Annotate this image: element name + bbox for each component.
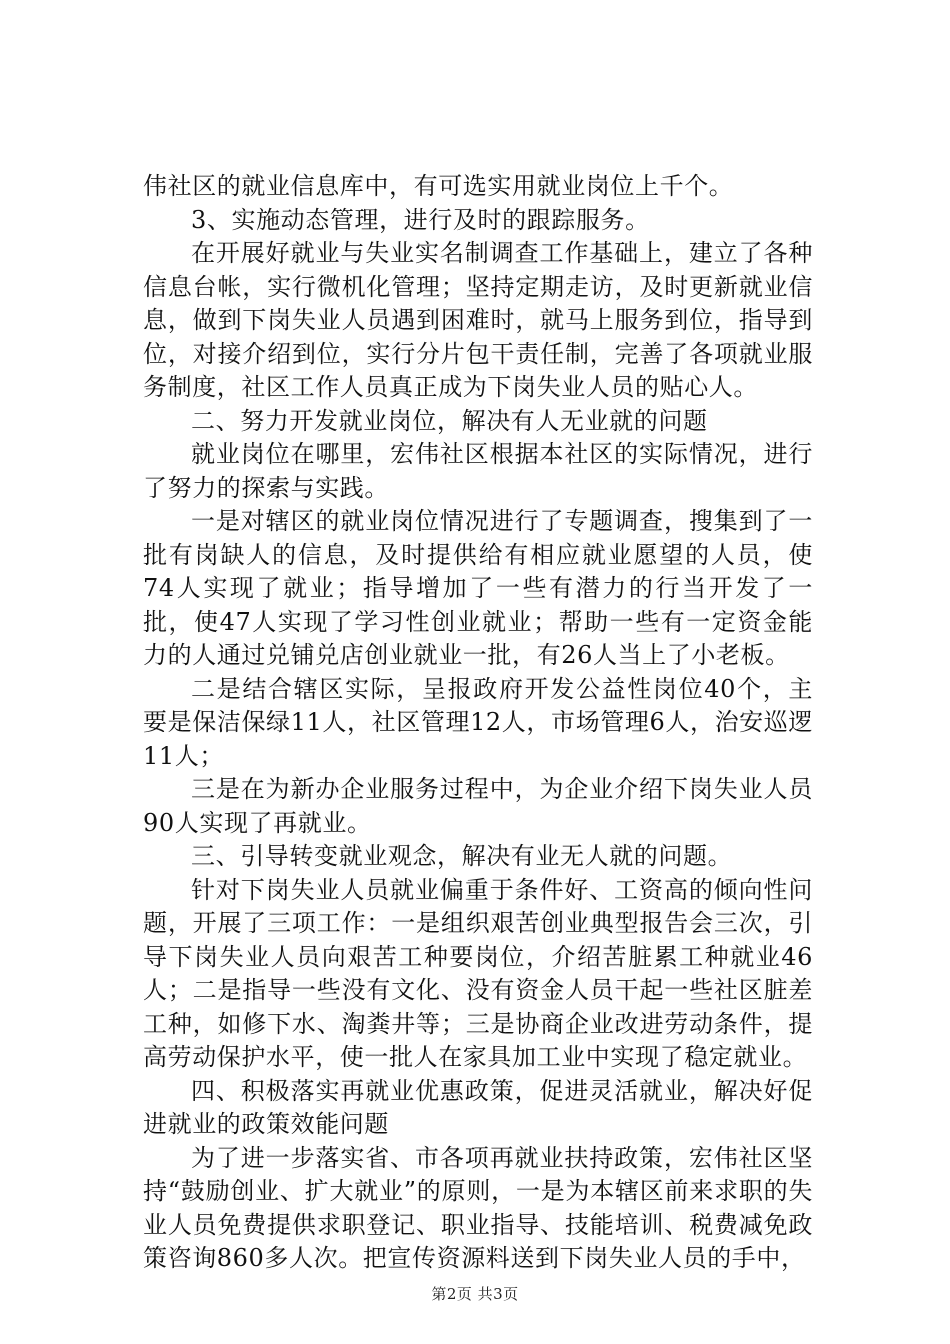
page-footer: 第2页 共3页 bbox=[431, 1285, 519, 1303]
paragraph: 在开展好就业与失业实名制调查工作基础上，建立了各种信息台帐，实行微机化管理；坚持定期走访，及时更新就业信息，做到下岗失业人员遇到困难时，就马上服务到位，指导到位，对接介绍到位，实行分片包干责任制，完善了各项就业服务制度，社区工作人员真正成为下岗失业人员的贴心人。 bbox=[143, 239, 813, 401]
section-heading: 二、努力开发就业岗位，解决有人无业就的问题 bbox=[191, 406, 708, 435]
paragraph: 就业岗位在哪里，宏伟社区根据本社区的实际情况，进行了努力的探索与实践。 bbox=[143, 440, 813, 502]
document-body bbox=[143, 170, 813, 1276]
section-heading: 三、引导转变就业观念，解决有业无人就的问题。 bbox=[191, 842, 733, 870]
paragraph: 伟社区的就业信息库中，有可选实用就业岗位上千个。 bbox=[143, 172, 734, 200]
paragraph: 针对下岗失业人员就业偏重于条件好、工资高的倾向性问题，开展了三项工作：一是组织艰苦创业典型报告会三次，引导下岗失业人员向艰苦工种要岗位，介绍苦脏累工种就业46人；二是指导一些没有文化、没有资金人员干起一些社区脏差工种，如修下水、淘粪井等；三是协商企业改进劳动条件，提高劳动保护水平，使一批人在家具加工业中实现了稳定就业。 bbox=[143, 875, 813, 1071]
section-heading: 四、积极落实再就业优惠政策，促进灵活就业，解决好促进就业的政策效能问题 bbox=[143, 1076, 813, 1138]
paragraph: 一是对辖区的就业岗位情况进行了专题调查，搜集到了一批有岗缺人的信息，及时提供给有相应就业愿望的人员，使74人实现了就业；指导增加了一些有潜力的行当开发了一批，使47人实现了学习性创业就业；帮助一些有一定资金能力的人通过兑铺兑店创业就业一批，有26人当上了小老板。 bbox=[143, 507, 813, 669]
paragraph: 三是在为新办企业服务过程中，为企业介绍下岗失业人员90人实现了再就业。 bbox=[143, 775, 813, 837]
paragraph: 二是结合辖区实际，呈报政府开发公益性岗位40个，主要是保洁保绿11人，社区管理12人，市场管理6人，治安巡逻11人； bbox=[143, 674, 813, 770]
paragraph: 为了进一步落实省、市各项再就业扶持政策，宏伟社区坚持“鼓励创业、扩大就业”的原则，一是为本辖区前来求职的失业人员免费提供求职登记、职业指导、技能培训、税费减免政策咨询860多人次。把宣传资源料送到下岗失业人员的手中， bbox=[143, 1143, 813, 1272]
paragraph: 3、实施动态管理，进行及时的跟踪服务。 bbox=[191, 205, 650, 234]
